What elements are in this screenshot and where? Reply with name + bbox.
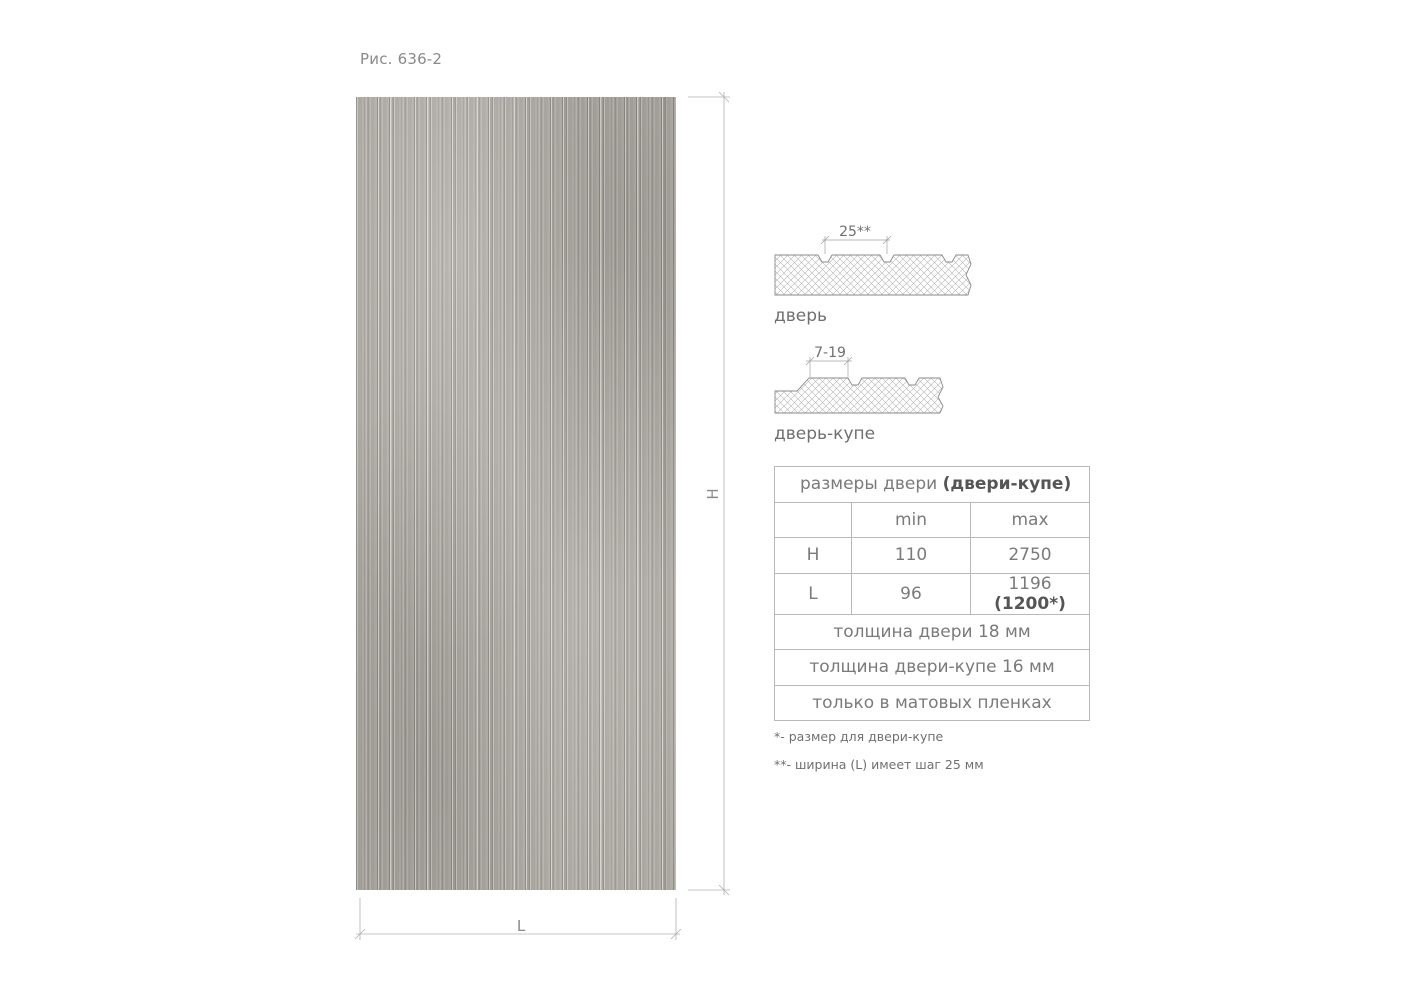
table-title-regular: размеры двери xyxy=(800,474,938,495)
table-note-row xyxy=(775,685,1090,721)
table-row xyxy=(775,573,1090,614)
width-dimension xyxy=(355,898,681,940)
table-title xyxy=(775,467,1090,503)
row-max xyxy=(971,573,1090,614)
size-table xyxy=(774,466,1090,721)
footnote-1: *- размер для двери-купе xyxy=(774,729,944,744)
table-title-row xyxy=(775,467,1090,503)
sliding-door-profile-label: дверь-купе xyxy=(774,424,876,444)
width-label: L xyxy=(516,917,526,935)
figure-label: Рис. 636-2 xyxy=(360,50,443,68)
table-note-row xyxy=(775,614,1090,650)
column-header-max: max xyxy=(971,502,1090,538)
door-profile-drawing xyxy=(775,224,971,295)
table-title-bold: (двери-купе) xyxy=(942,474,1072,495)
door-profile-dimension: 25** xyxy=(839,224,871,240)
footnote-2: **- ширина (L) имеет шаг 25 мм xyxy=(774,757,984,772)
table-note-row xyxy=(775,650,1090,686)
column-header-empty xyxy=(775,502,852,538)
table-header-row xyxy=(775,502,1090,538)
row-max-value: 1196 xyxy=(1008,573,1052,594)
sliding-door-profile-dimension: 7-19 xyxy=(814,345,846,361)
table-note: только в матовых пленках xyxy=(775,685,1090,721)
door-profile-label: дверь xyxy=(774,306,828,326)
row-min: 110 xyxy=(852,538,971,574)
row-max-value: 2750 xyxy=(1008,545,1052,566)
height-dimension xyxy=(688,92,730,895)
row-max xyxy=(971,538,1090,574)
table-note: толщина двери 18 мм xyxy=(775,614,1090,650)
row-max-extra: (1200*) xyxy=(994,593,1066,614)
table-note: толщина двери-купе 16 мм xyxy=(775,650,1090,686)
sliding-door-profile-drawing xyxy=(775,345,943,413)
column-header-min: min xyxy=(852,502,971,538)
height-label: H xyxy=(704,488,722,500)
row-min: 96 xyxy=(852,573,971,614)
row-name: H xyxy=(775,538,852,574)
row-name: L xyxy=(775,573,852,614)
table-row xyxy=(775,538,1090,574)
